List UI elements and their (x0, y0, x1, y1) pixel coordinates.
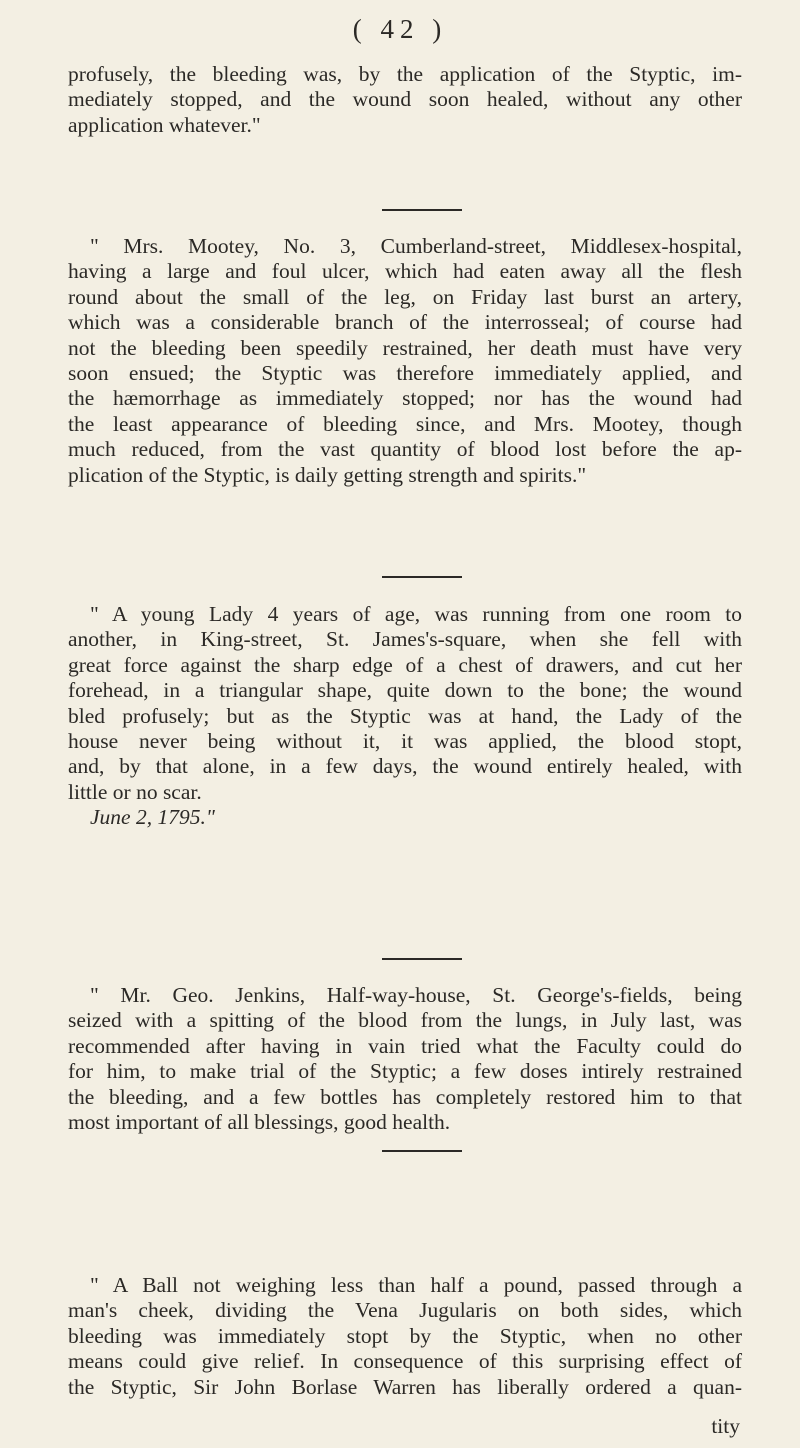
text-line: mediately stopped, and the wound soon healed, without any other (68, 87, 742, 112)
paragraph-continuation (68, 62, 742, 138)
paragraph-young-lady (68, 602, 742, 831)
text-line: " A Ball not weighing less than half a pound, passed through a (90, 1273, 742, 1297)
text-line: seized with a spitting of the blood from the lungs, in July last, was (68, 1008, 742, 1033)
text-line: " Mr. Geo. Jenkins, Half-way-house, St. George's-fields, being (90, 983, 742, 1007)
section-rule (382, 209, 462, 211)
paragraph-mr-jenkins (68, 983, 742, 1135)
text-line: much reduced, from the vast quantity of blood lost before the ap- (68, 437, 742, 462)
text-line: recommended after having in vain tried what the Faculty could do (68, 1033, 742, 1058)
text-line: profusely, the bleeding was, by the application of the Styptic, im- (68, 62, 742, 86)
text-line: bleeding was immediately stopt by the Styptic, when no other (68, 1323, 742, 1348)
text-line: means could give relief. In consequence of this surprising effect of (68, 1349, 742, 1374)
section-rule (382, 958, 462, 960)
text-line: another, in King-street, St. James's-square, when she fell with (68, 627, 742, 652)
text-line: great force against the sharp edge of a chest of drawers, and cut her (68, 652, 742, 677)
text-line: bled profusely; but as the Styptic was at hand, the Lady of the (68, 703, 742, 728)
text-line: the hæmorrhage as immediately stopped; nor has the wound had (68, 386, 742, 411)
text-line: plication of the Styptic, is daily getting strength and spirits." (68, 462, 587, 487)
text-line: the bleeding, and a few bottles has completely restored him to that (68, 1084, 742, 1109)
page-number: ( 42 ) (352, 14, 448, 44)
text-line: not the bleeding been speedily restrained, her death must have very (68, 335, 742, 360)
paragraph-date: June 2, 1795." (90, 805, 215, 830)
text-line: " A young Lady 4 years of age, was running from one room to (90, 602, 742, 626)
paragraph-ball-wound (68, 1273, 742, 1400)
text-line: having a large and foul ulcer, which had eaten away all the flesh (68, 259, 742, 284)
text-line: soon ensued; the Styptic was therefore immediately applied, and (68, 361, 742, 386)
text-line: forehead, in a triangular shape, quite down to the bone; the wound (68, 678, 742, 703)
text-line: " Mrs. Mootey, No. 3, Cumberland-street, Middlesex-hospital, (90, 234, 742, 258)
text-line: the Styptic, Sir John Borlase Warren has liberally ordered a quan- (68, 1374, 742, 1399)
paragraph-mrs-mootey (68, 234, 742, 488)
text-line: application whatever." (68, 112, 261, 137)
text-line: round about the small of the leg, on Friday last burst an artery, (68, 284, 742, 309)
section-rule (382, 576, 462, 578)
text-line: which was a considerable branch of the interrosseal; of course had (68, 310, 742, 335)
text-line: most important of all blessings, good health. (68, 1110, 451, 1135)
text-line: house never being without it, it was applied, the blood stopt, (68, 729, 742, 754)
section-rule (382, 1150, 462, 1152)
text-line: little or no scar. (68, 779, 202, 804)
text-line: for him, to make trial of the Styptic; a few doses intirely restrained (68, 1059, 742, 1084)
text-line: man's cheek, dividing the Vena Jugularis on both sides, which (68, 1298, 742, 1323)
catchword: tity (711, 1414, 740, 1438)
text-line: and, by that alone, in a few days, the wound entirely healed, with (68, 754, 742, 779)
text-line: the least appearance of bleeding since, and Mrs. Mootey, though (68, 411, 742, 436)
